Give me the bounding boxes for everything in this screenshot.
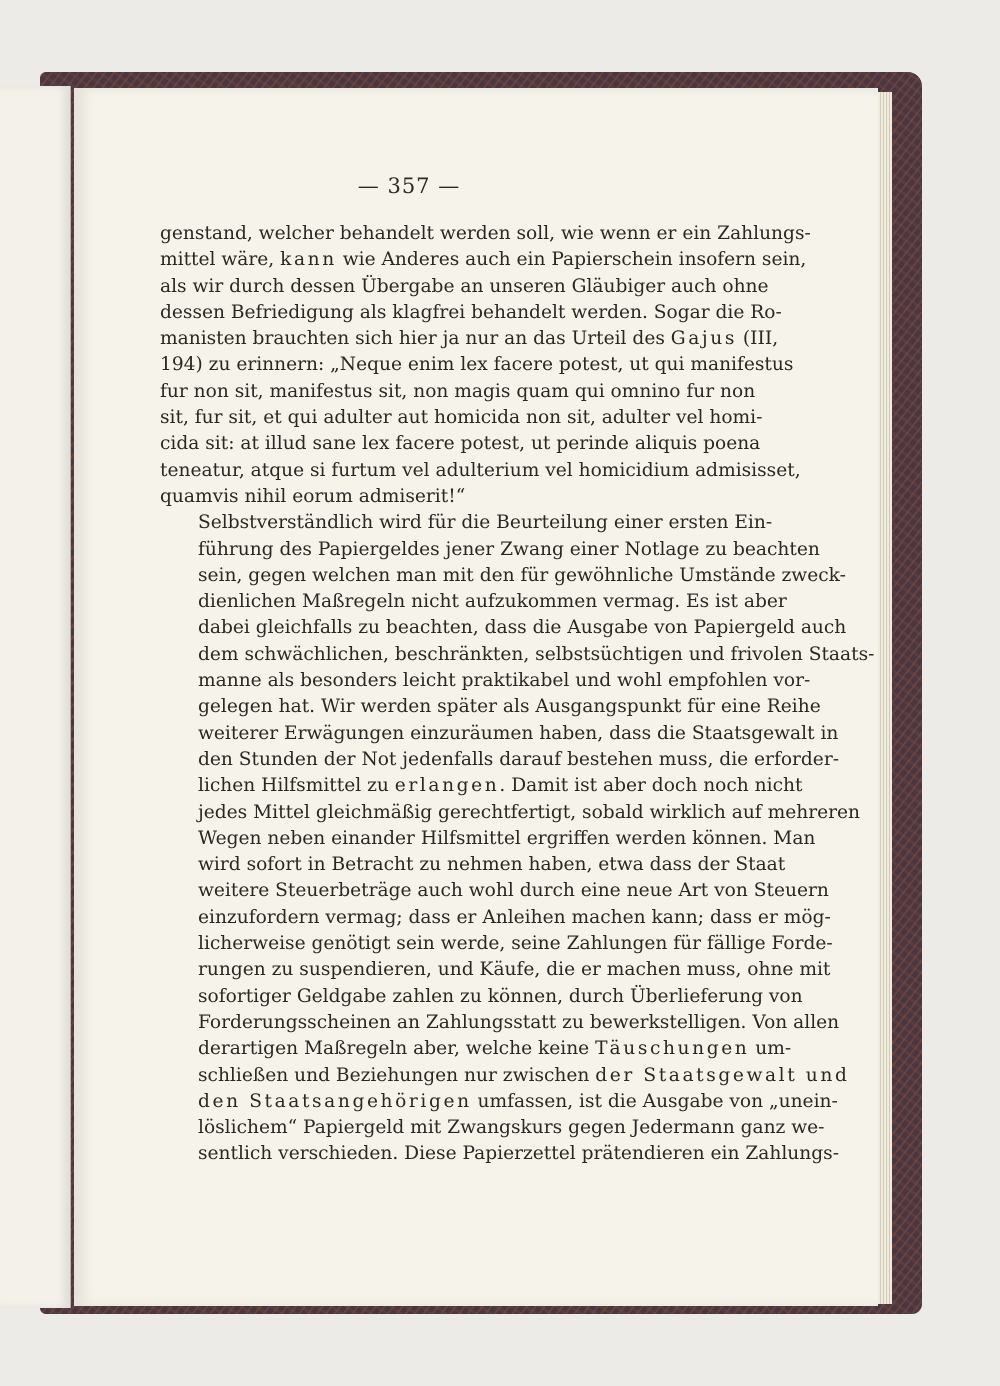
text-line: 194) zu erinnern: „Neque enim lex facere potest, ut qui manifestus <box>160 354 794 376</box>
left-page-edge <box>0 86 71 1308</box>
text-line: lichen Hilfsmittel zu erlangen. Damit ist aber doch noch nicht <box>198 775 803 797</box>
emphasis: den Staatsangehörigen <box>198 1090 472 1112</box>
text-line: schließen und Beziehungen nur zwischen der Staatsgewalt und <box>198 1064 850 1086</box>
text-line: cida sit: at illud sane lex facere potest, ut perinde aliquis poena <box>160 433 761 455</box>
text-line: sit, fur sit, et qui adulter aut homicida non sit, adulter vel homi- <box>160 407 763 429</box>
text-line: Selbstverständlich wird für die Beurteilung einer ersten Ein- <box>198 512 773 534</box>
text-line: fur non sit, manifestus sit, non magis quam qui omnino fur non <box>160 380 756 402</box>
book-page <box>74 88 878 1306</box>
text-line: wird sofort in Betracht zu nehmen haben, etwa dass der Staat <box>198 854 786 876</box>
text-line: den Stunden der Not jedenfalls darauf bestehen muss, die erforder- <box>198 748 839 770</box>
text-line: sein, gegen welchen man mit den für gewöhnliche Umstände zweck- <box>198 564 846 586</box>
text-line: quamvis nihil eorum admiserit!“ <box>160 485 466 507</box>
text-line: manne als besonders leicht praktikabel und wohl empfohlen vor- <box>198 670 811 692</box>
text-line: weiterer Erwägungen einzuräumen haben, dass die Staatsgewalt in <box>198 722 839 744</box>
text-line: Forderungsscheinen an Zahlungsstatt zu bewerkstelligen. Von allen <box>198 1011 840 1033</box>
text-line: genstand, welcher behandelt werden soll, wie wenn er ein Zahlungs- <box>160 223 811 244</box>
emphasis: erlangen <box>394 775 500 797</box>
text-line: derartigen Maßregeln aber, welche keine Täuschungen um- <box>198 1038 792 1060</box>
text-line: löslichem“ Papiergeld mit Zwangskurs gegen Jedermann ganz we- <box>198 1117 825 1139</box>
emphasis: Täuschungen <box>595 1038 750 1060</box>
text-line: dessen Befriedigung als klagfrei behandelt werden. Sogar die Ro- <box>160 301 782 323</box>
emphasis: kann <box>280 249 337 271</box>
text-line: mittel wäre, kann wie Anderes auch ein Papierschein insofern sein, <box>160 249 807 271</box>
text-line: gelegen hat. Wir werden später als Ausgangspunkt für eine Reihe <box>198 696 821 718</box>
text-line: Wegen neben einander Hilfsmittel ergriffen werden können. Man <box>198 827 816 849</box>
emphasis: Gajus <box>670 328 738 350</box>
text-line: dienlichen Maßregeln nicht aufzukommen vermag. Es ist aber <box>198 591 787 613</box>
page-number: — 357 — <box>357 174 461 198</box>
text-line: als wir durch dessen Übergabe an unseren Gläubiger auch ohne <box>160 275 769 297</box>
text-line: sentlich verschieden. Diese Papierzettel prätendieren ein Zahlungs- <box>198 1143 839 1165</box>
text-line: führung des Papiergeldes jener Zwang einer Notlage zu beachten <box>198 538 820 560</box>
text-line: rungen zu suspendieren, und Käufe, die er machen muss, ohne mit <box>198 959 831 981</box>
text-line: licherweise genötigt sein werde, seine Zahlungen für fällige Forde- <box>198 933 833 955</box>
text-line: manisten brauchten sich hier ja nur an das Urteil des Gajus (III, <box>160 328 779 350</box>
emphasis: der Staatsgewalt und <box>595 1064 850 1086</box>
text-line: den Staatsangehörigen umfassen, ist die Ausgabe von „unein- <box>198 1090 838 1112</box>
text-line: dabei gleichfalls zu beachten, dass die Ausgabe von Papiergeld auch <box>198 617 847 639</box>
text-line: sofortiger Geldgabe zahlen zu können, durch Überlieferung von <box>198 985 803 1007</box>
text-line: dem schwächlichen, beschränkten, selbstsüchtigen und frivolen Staats- <box>198 643 875 665</box>
text-line: weitere Steuerbeträge auch wohl durch eine neue Art von Steuern <box>198 880 829 902</box>
text-line: einzufordern vermag; dass er Anleihen machen kann; dass er mög- <box>198 906 831 928</box>
text-line: jedes Mittel gleichmäßig gerechtfertigt, sobald wirklich auf mehreren <box>198 801 860 823</box>
paragraph-2 <box>160 510 875 1167</box>
body-text <box>160 221 875 1168</box>
paragraph-1 <box>160 221 811 510</box>
text-line: teneatur, atque si furtum vel adulterium vel homicidium admisisset, <box>160 459 801 481</box>
